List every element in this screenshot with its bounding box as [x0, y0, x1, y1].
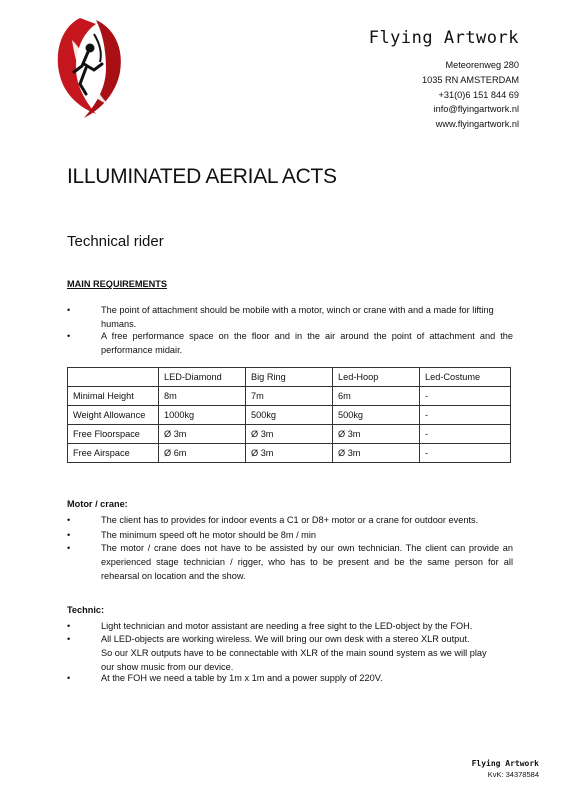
company-name: Flying Artwork	[368, 28, 519, 48]
list-item-text: All LED-objects are working wireless. We will bring our own desk with a stereo XLR output.	[101, 634, 470, 644]
table-header-cell	[68, 368, 159, 387]
table-cell: 8m	[159, 387, 246, 406]
table-cell: Ø 3m	[246, 425, 333, 444]
table-cell: Minimal Height	[68, 387, 159, 406]
table-cell: -	[420, 425, 511, 444]
list-item	[67, 542, 513, 586]
bullet: •	[67, 515, 71, 525]
bullet: •	[67, 543, 71, 553]
list-item-text: At the FOH we need a table by 1m x 1m and a power supply of 220V.	[101, 673, 383, 683]
table-header-cell: Led-Hoop	[333, 368, 420, 387]
list-item-text: The point of attachment should be mobile with a motor, winch or crane with and a made for lifting humans.	[101, 305, 494, 329]
address-phone: +31(0)6 151 844 69	[438, 89, 519, 100]
table-header-cell: LED-Diamond	[159, 368, 246, 387]
bullet: •	[67, 305, 71, 315]
table-cell: -	[420, 387, 511, 406]
table-cell: Free Floorspace	[68, 425, 159, 444]
bullet: •	[67, 530, 71, 540]
address-email[interactable]: info@flyingartwork.nl	[433, 104, 519, 115]
table-cell: Free Airspace	[68, 444, 159, 463]
table-cell: 500kg	[333, 406, 420, 425]
table-cell: -	[420, 406, 511, 425]
table-cell: -	[420, 444, 511, 463]
table-row	[68, 387, 511, 406]
footer-company-name: Flying Artwork	[471, 759, 539, 768]
address-website[interactable]: www.flyingartwork.nl	[435, 119, 519, 130]
list-item-continuation	[67, 647, 513, 675]
table-cell: Ø 3m	[333, 444, 420, 463]
table-cell: Weight Allowance	[68, 406, 159, 425]
list-item-text: The motor / crane does not have to be assisted by our own technician. The client can provide an experienced stage technician / rigger, who has to be present and be the same person for all rehearsal on location and the show.	[101, 543, 513, 581]
list-item-text: A free performance space on the floor and in the air around the point of attachment and the performance midair.	[101, 331, 513, 355]
list-item	[67, 514, 513, 529]
bullet: •	[67, 621, 71, 631]
bullet: •	[67, 673, 71, 683]
table-cell: Ø 3m	[333, 425, 420, 444]
table-row	[68, 406, 511, 425]
requirements-table	[67, 367, 511, 463]
table-cell: 1000kg	[159, 406, 246, 425]
table-cell: 7m	[246, 387, 333, 406]
list-item	[67, 672, 513, 687]
table-cell: Ø 3m	[159, 425, 246, 444]
footer-kvk-number: KvK: 34378584	[487, 770, 539, 779]
table-header-row	[68, 368, 511, 387]
table-cell: 500kg	[246, 406, 333, 425]
main-requirements-heading: MAIN REQUIREMENTS	[67, 279, 168, 289]
list-item-text: The client has to provides for indoor events a C1 or D8+ motor or a crane for outdoor events.	[101, 515, 479, 525]
list-item	[67, 304, 513, 332]
motor-crane-heading: Motor / crane:	[67, 499, 128, 509]
table-cell: Ø 6m	[159, 444, 246, 463]
address-street: Meteorenweg 280	[445, 60, 519, 70]
document-subtitle: Technical rider	[67, 233, 164, 250]
bullet: •	[67, 634, 71, 644]
table-row	[68, 444, 511, 463]
table-row	[68, 425, 511, 444]
table-cell: 6m	[333, 387, 420, 406]
table-header-cell: Led-Costume	[420, 368, 511, 387]
company-address	[422, 58, 519, 132]
company-logo	[50, 14, 128, 122]
bullet: •	[67, 331, 71, 341]
list-item-text: Light technician and motor assistant are needing a free sight to the LED-object by the FOH.	[101, 621, 473, 631]
technic-heading: Technic:	[67, 605, 105, 615]
table-header-cell: Big Ring	[246, 368, 333, 387]
list-item-text: The minimum speed oft he motor should be 8m / min	[101, 530, 316, 540]
address-city: 1035 RN AMSTERDAM	[421, 74, 519, 85]
list-item	[67, 330, 513, 358]
list-item-text: So our XLR outputs have to be connectable with XLR of the main sound system as we will play our show music from our device.	[101, 648, 487, 672]
table-cell: Ø 3m	[246, 444, 333, 463]
document-title: ILLUMINATED AERIAL ACTS	[67, 165, 337, 188]
